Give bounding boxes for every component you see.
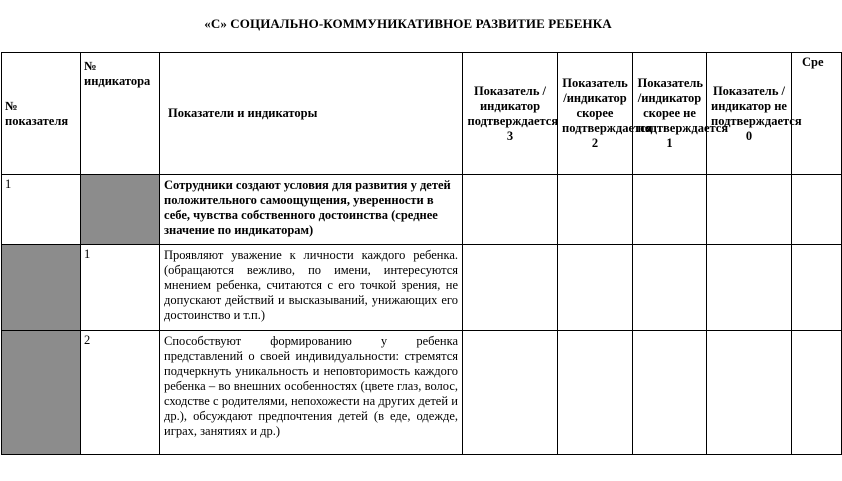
row-indicator-number-shaded [2, 245, 81, 331]
header-rather-confirmed-2: Показатель /индикатор скорее подтверждается 2 [558, 53, 633, 175]
row-score-2-cell [558, 175, 633, 245]
row-score-1-cell [633, 331, 707, 455]
row-score-3-cell [463, 175, 558, 245]
row-score-0-cell [707, 245, 792, 331]
table-row [2, 245, 842, 331]
row-sub-indicator-number: 1 [81, 245, 160, 331]
row-average-cell [792, 331, 842, 455]
assessment-table [1, 52, 842, 455]
row-sub-indicator-cell-shaded [81, 175, 160, 245]
row-score-1-cell [633, 175, 707, 245]
row-sub-indicator-number: 2 [81, 331, 160, 455]
header-not-confirmed-0: Показатель /индикатор не подтверждается 0 [707, 53, 792, 175]
header-indicators: Показатели и индикаторы [160, 53, 463, 175]
row-indicator-number-shaded [2, 331, 81, 455]
row-score-1-cell [633, 245, 707, 331]
header-confirmed-3: Показатель /индикатор подтверждается 3 [463, 53, 558, 175]
row-average-cell [792, 245, 842, 331]
row-indicator-text: Проявляют уважение к личности каждого ребенка.(обращаются вежливо, по имени, интересуются мнением ребенка, считаются с его точкой зрения, не допускают действий и высказываний, унижающих его достоинство и т.п.) [160, 245, 463, 331]
page-title: «С» СОЦИАЛЬНО-КОММУНИКАТИВНОЕ РАЗВИТИЕ РЕБЕНКА [204, 16, 612, 31]
row-score-3-cell [463, 331, 558, 455]
row-indicator-text: Сотрудники создают условия для развития у детей положительного самоощущения, уверенности в себе, чувства собственного достоинства (среднее значение по индикаторам) [160, 175, 463, 245]
row-score-2-cell [558, 331, 633, 455]
header-sub-indicator-number: № индикатора [81, 53, 160, 175]
row-score-0-cell [707, 175, 792, 245]
row-score-3-cell [463, 245, 558, 331]
table-row [2, 175, 842, 245]
row-indicator-text: Способствуют формированию у ребенка представлений о своей индивидуальности: стремятся подчеркнуть уникальность и неповторимость каждого ребенка – во внешних особенностях (цвете глаз, волос, сходстве с родителями, непохожести на других детей и др.), обсуждают предпочтения детей (в еде, одежде, играх, занятиях и др.) [160, 331, 463, 455]
row-score-0-cell [707, 331, 792, 455]
header-row [2, 53, 842, 175]
row-score-2-cell [558, 245, 633, 331]
row-indicator-number: 1 [2, 175, 81, 245]
header-average: Сре [792, 53, 842, 175]
header-indicator-number: № показателя [2, 53, 81, 175]
table-row [2, 331, 842, 455]
header-rather-not-confirmed-1: Показатель /индикатор скорее не подтверждается 1 [633, 53, 707, 175]
row-average-cell [792, 175, 842, 245]
